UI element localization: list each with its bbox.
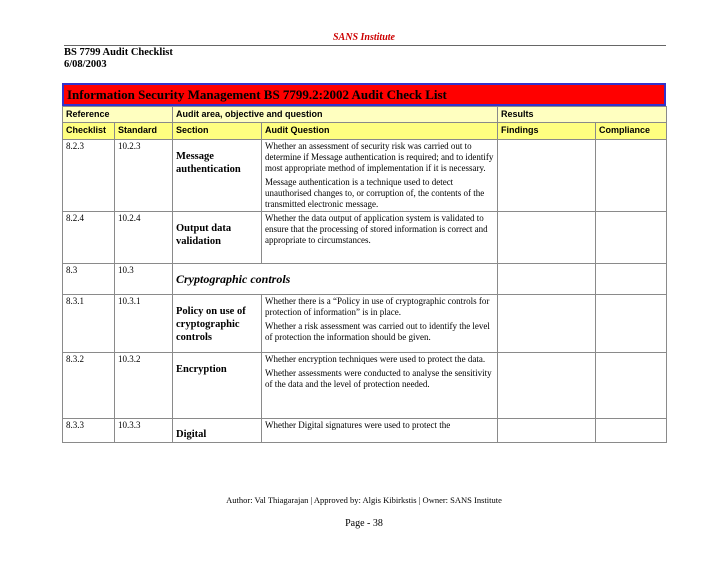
- group-header-row: [63, 107, 667, 123]
- group-header-audit-area: Audit area, objective and question: [173, 107, 498, 123]
- col-section: Section: [173, 123, 262, 140]
- section-cell: [173, 140, 262, 212]
- findings-cell[interactable]: [498, 212, 596, 264]
- question-text: Whether an assessment of security risk was carried out to determine if Message authentication is required; and to identify most appropriate method of implementation if it is necessary.: [265, 141, 494, 173]
- compliance-cell[interactable]: [596, 212, 667, 264]
- table-row: [63, 419, 667, 443]
- findings-cell[interactable]: [498, 140, 596, 212]
- question-text: Whether encryption techniques were used to protect the data.: [265, 354, 486, 364]
- checklist-sheet: [62, 83, 666, 443]
- standard-number: 10.2.4: [115, 212, 173, 264]
- standard-number: 10.3.2: [115, 353, 173, 419]
- checklist-number: 8.2.4: [63, 212, 115, 264]
- question-cell: [262, 140, 498, 212]
- question-note: Message authentication is a technique used to detect unauthorised changes to, or corruption of, the contents of the transmitted electronic message.: [265, 177, 485, 209]
- page-footer: Author: Val Thiagarajan | Approved by: Algis Kibirkstis | Owner: SANS Institute: [226, 495, 502, 505]
- question-note: Whether a risk assessment was carried out to identify the level of protection the information should be given.: [265, 321, 490, 342]
- column-header-row: [63, 123, 667, 140]
- col-checklist: Checklist: [63, 123, 115, 140]
- group-header-reference: Reference: [63, 107, 173, 123]
- question-note: Whether assessments were conducted to analyse the sensitivity of the data and the level of protection needed.: [265, 368, 492, 389]
- col-compliance: Compliance: [596, 123, 667, 140]
- checklist-table: [62, 106, 667, 443]
- standard-number: 10.2.3: [115, 140, 173, 212]
- section-label: Encryption: [176, 364, 227, 375]
- col-standard: Standard: [115, 123, 173, 140]
- compliance-cell[interactable]: [596, 353, 667, 419]
- table-row: [63, 264, 667, 295]
- findings-cell[interactable]: [498, 264, 596, 295]
- group-header-results: Results: [498, 107, 667, 123]
- findings-cell[interactable]: [498, 419, 596, 443]
- checklist-banner: Information Security Management BS 7799.2:2002 Audit Check List: [62, 83, 666, 106]
- section-label: Cryptographic controls: [176, 272, 291, 286]
- checklist-number: 8.2.3: [63, 140, 115, 212]
- question-text: Whether the data output of application system is validated to ensure that the processing of stored information is correct and appropriate to circumstances.: [265, 213, 488, 245]
- section-cell: [173, 353, 262, 419]
- checklist-number: 8.3.1: [63, 295, 115, 353]
- checklist-number: 8.3.2: [63, 353, 115, 419]
- section-cell: [173, 419, 262, 443]
- section-cell: [173, 295, 262, 353]
- standard-number: 10.3.1: [115, 295, 173, 353]
- compliance-cell[interactable]: [596, 264, 667, 295]
- table-row: [63, 212, 667, 264]
- findings-cell[interactable]: [498, 295, 596, 353]
- header-rule: [64, 45, 666, 46]
- question-cell: [262, 353, 498, 419]
- compliance-cell[interactable]: [596, 295, 667, 353]
- table-row: [63, 140, 667, 212]
- compliance-cell[interactable]: [596, 140, 667, 212]
- table-row: [63, 295, 667, 353]
- col-findings: Findings: [498, 123, 596, 140]
- section-label: Message authentication: [176, 151, 241, 175]
- section-label: Digital: [176, 429, 207, 440]
- document-date: 6/08/2003: [64, 59, 107, 70]
- standard-number: 10.3: [115, 264, 173, 295]
- standard-number: 10.3.3: [115, 419, 173, 443]
- section-cell: [173, 212, 262, 264]
- table-row: [63, 353, 667, 419]
- checklist-number: 8.3.3: [63, 419, 115, 443]
- col-question: Audit Question: [262, 123, 498, 140]
- question-cell: [262, 212, 498, 264]
- question-text: Whether there is a “Policy in use of cryptographic controls for protection of information” is in place.: [265, 296, 490, 317]
- org-header: SANS Institute: [333, 32, 395, 43]
- findings-cell[interactable]: [498, 353, 596, 419]
- question-text: Whether Digital signatures were used to protect the: [265, 420, 451, 430]
- question-cell: [262, 419, 498, 443]
- compliance-cell[interactable]: [596, 419, 667, 443]
- section-cell: [173, 264, 498, 295]
- document-title: BS 7799 Audit Checklist: [64, 47, 173, 58]
- question-cell: [262, 295, 498, 353]
- page-number: Page - 38: [345, 518, 383, 529]
- section-label: Policy on use of cryptographic controls: [176, 306, 246, 343]
- section-label: Output data validation: [176, 223, 232, 247]
- checklist-number: 8.3: [63, 264, 115, 295]
